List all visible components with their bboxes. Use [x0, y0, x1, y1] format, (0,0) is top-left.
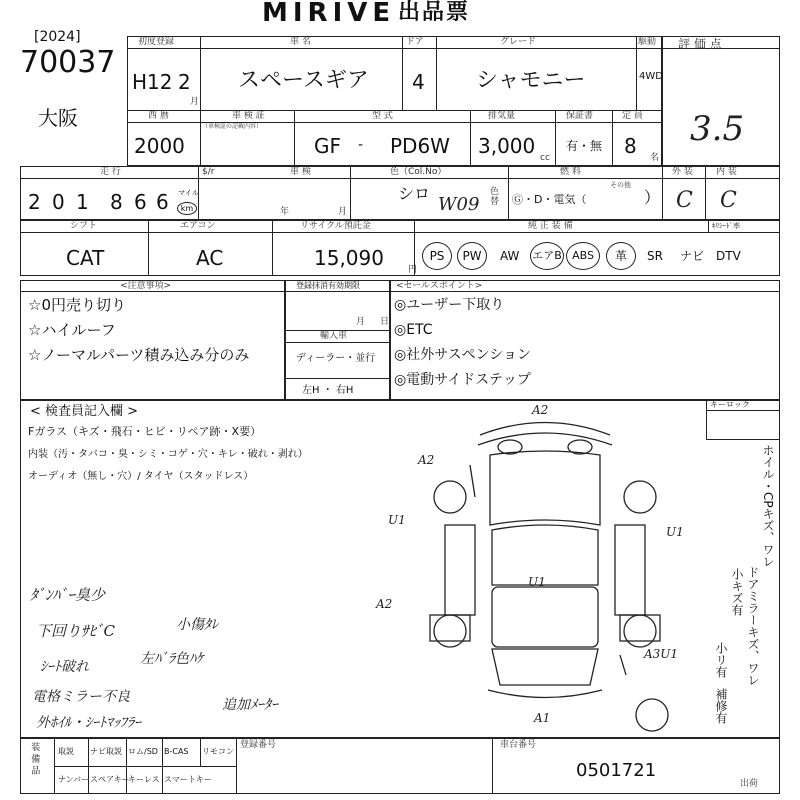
mark-6: A2 — [376, 597, 393, 611]
warranty-label: 保証書 — [566, 111, 594, 121]
color-name: シロ — [398, 184, 431, 203]
serial-number: 0501721 — [576, 760, 657, 781]
mark-3: U1 — [388, 513, 406, 527]
acc-spare-key: スペアキー — [90, 775, 130, 784]
mark-7: A3U1 — [644, 647, 679, 661]
acc-number: ナンバー — [58, 775, 90, 784]
mileage-d4: 8 — [110, 190, 123, 214]
reg-day: 日 — [380, 317, 390, 327]
note-2: ☆ハイルーフ — [28, 321, 116, 339]
year-tag: [2024] — [34, 29, 81, 45]
sales-label: <セールスポイント> — [396, 281, 483, 291]
hw-note-5: 左ﾊﾞﾗ色ﾊｹ — [140, 651, 203, 667]
shaken-label: 車 検 — [290, 167, 311, 177]
door-left-rear — [430, 615, 470, 641]
equip-sr: SR — [647, 249, 663, 263]
inspection-label: 車 検 証 — [232, 111, 265, 121]
rear-bumper — [488, 690, 602, 698]
tire-rear-left — [434, 615, 466, 647]
recycle-fee: 15,090 — [314, 246, 384, 270]
acc-rom-sd: ロム/SD — [128, 747, 158, 756]
inspection-note: （車検証の記載内容） — [202, 123, 263, 130]
import-label: 輸入車 — [320, 331, 348, 341]
mark-4: U1 — [666, 525, 684, 539]
equip-airbag: エアB — [530, 242, 564, 270]
mark-line-2 — [620, 655, 626, 675]
exterior-grade: C — [676, 188, 693, 213]
side-note-4: 小リ有 — [714, 642, 728, 678]
color-label: 色（Col.No） — [390, 167, 447, 177]
cc-label: cc — [540, 153, 550, 163]
roof — [492, 587, 598, 647]
reg-deadline-label: 登録抹消有効期限 — [296, 281, 360, 290]
side-note-1: ホイル・CPキズ、ワレ — [761, 444, 775, 568]
mileage-d6: 6 — [156, 190, 169, 214]
grade-value: シャモニー — [476, 68, 586, 93]
car-name: スペースギア — [238, 68, 369, 93]
shipment-mark: 出荷 — [740, 779, 759, 789]
km-unit: km — [177, 202, 197, 215]
mile-unit: マイル — [178, 189, 199, 197]
sales-point-4: ◎電動サイドステップ — [394, 372, 531, 388]
equip-ps: PS — [422, 242, 452, 270]
acc-navi-manual: ナビ取説 — [90, 747, 122, 756]
car-damage-diagram — [420, 405, 680, 735]
location: 大阪 — [38, 106, 78, 130]
first-reg-era: H12 — [132, 70, 173, 94]
equip-aw: AW — [500, 249, 520, 263]
reg-month: 月 — [356, 317, 366, 327]
tire-rear-right — [624, 615, 656, 647]
form-title: 出品票 — [398, 0, 471, 25]
meter-replaced: $/r — [202, 167, 215, 177]
note-3: ☆ノーマルパーツ積み込み分のみ — [28, 346, 250, 364]
model-prefix: GF — [314, 134, 342, 158]
glass-line: Fガラス（キズ・飛石・ヒビ・リペア跡・X要） — [28, 425, 262, 438]
shaken-year: 年 — [280, 207, 290, 217]
mileage-d2: 0 — [52, 190, 65, 214]
inspector-label: < 検査員記入欄 > — [30, 404, 139, 419]
mark-line-1 — [470, 465, 475, 497]
drive-value: 4WD — [639, 71, 663, 82]
hw-note-1: ﾀﾞﾝﾊﾞｰ臭少 — [30, 586, 106, 604]
acc-remote: リモコン — [202, 747, 234, 756]
acc-smart-key: スマートキー — [164, 775, 212, 784]
drive-label: 駆動 — [638, 37, 657, 47]
interior-line: 内装（汚・タバコ・臭・シミ・コゲ・穴・キレ・破れ・剥れ） — [28, 449, 308, 460]
key-grade-label: ｷﾘｼｰﾄﾞ率 — [712, 222, 740, 230]
first-reg-month: 2 — [178, 70, 191, 94]
doors-value: 4 — [412, 70, 425, 94]
acc-manual: 取説 — [58, 747, 74, 756]
brand-logo: MIRIVE — [262, 0, 396, 28]
note-1: ☆0円売り切り — [28, 296, 126, 314]
equip-dtv: DTV — [716, 249, 741, 263]
fuel-label: 燃 料 — [560, 167, 581, 177]
rear-window — [492, 649, 598, 685]
mark-8: A1 — [534, 711, 551, 725]
model-year: 2000 — [134, 134, 185, 158]
first-reg-label: 初度登録 — [138, 37, 175, 47]
key-lock-label: キーロック — [710, 400, 750, 409]
handle-option: 左H ・ 右H — [302, 385, 354, 396]
door-right-front — [615, 525, 645, 615]
acc-bcas: B-CAS — [164, 747, 189, 756]
audio-line: オーディオ（無し・穴）/ タイヤ（スタッドレス） — [28, 471, 254, 482]
eval-label: 評 価 点 — [678, 37, 722, 51]
side-note-3: 小キズ有 — [730, 568, 744, 616]
equip-leather: 革 — [606, 242, 636, 270]
eval-score: 3.5 — [690, 109, 745, 149]
hw-note-3: 小傷ﾀﾚ — [176, 617, 218, 633]
fuel-other: その他 — [610, 181, 631, 189]
tire-front-left — [434, 481, 466, 513]
aircon-label: エアコン — [180, 221, 216, 231]
door-left-front — [445, 525, 475, 615]
aircon-value: AC — [196, 246, 224, 270]
serial-label: 車台番号 — [500, 740, 537, 750]
hw-note-8: 外ﾎｲﾙ・ｼｰﾄﾏｯﾌﾗｰ — [36, 715, 141, 731]
equipment-label: 純 正 装 備 — [528, 221, 573, 231]
model-code: PD6W — [390, 134, 450, 158]
recycle-label: リサイクル預託金 — [300, 221, 371, 231]
acc-keyless: キーレス — [128, 775, 160, 784]
spare-tire — [636, 699, 668, 731]
mileage-label: 走 行 — [100, 167, 121, 177]
exterior-label: 外 装 — [672, 167, 693, 177]
equipment-row — [20, 220, 780, 276]
mark-1: A2 — [532, 403, 549, 417]
sales-point-2: ◎ETC — [394, 322, 433, 338]
tire-front-right — [624, 481, 656, 513]
front-bumper-inner — [478, 433, 612, 445]
mileage-d1: 2 — [28, 190, 41, 214]
model-label: 型 式 — [372, 111, 393, 121]
interior-label: 内 装 — [716, 167, 737, 177]
warranty-value: 有・無 — [566, 139, 603, 153]
hw-note-6: 電格ミラー不良 — [32, 689, 130, 705]
car-name-label: 車 名 — [290, 37, 311, 47]
equip-abs: ABS — [566, 242, 600, 270]
register-label: 登録番号 — [240, 740, 277, 750]
doors-label: ドア — [406, 37, 424, 47]
shaken-month: 月 — [338, 207, 348, 217]
color-code: W09 — [438, 194, 480, 215]
shift-label: シフト — [70, 221, 98, 231]
dealer-option: ディーラー・並行 — [296, 353, 376, 364]
sales-point-3: ◎社外サスペンション — [394, 347, 532, 363]
equip-pw: PW — [457, 242, 487, 270]
hw-note-7: 追加ﾒｰﾀｰ — [222, 697, 278, 713]
hw-note-2: 下回りｻﾋﾞC — [36, 622, 115, 640]
fuel-options: Ⓖ・D・電気（ — [512, 193, 587, 206]
mileage-d3: 1 — [76, 190, 89, 214]
door-right-rear — [620, 615, 660, 641]
shift-value: CAT — [66, 246, 105, 270]
mark-2: A2 — [418, 453, 435, 467]
side-note-2: ドアミラーキズ、ワレ — [746, 566, 760, 686]
side-note-5: 補修有 — [714, 688, 728, 724]
hw-note-4: ｼｰﾄ破れ — [40, 659, 89, 675]
hood — [490, 451, 600, 525]
displacement-label: 排気量 — [488, 111, 516, 121]
lot-number: 70037 — [20, 45, 116, 80]
yen-label: 円 — [408, 265, 418, 275]
capacity-unit: 名 — [650, 153, 660, 163]
color-change: 色替 — [490, 187, 500, 207]
capacity-value: 8 — [624, 134, 637, 158]
interior-grade: C — [720, 188, 737, 213]
grade-label: グレード — [500, 37, 537, 47]
model-sep: - — [358, 137, 364, 153]
mileage-d5: 6 — [134, 190, 147, 214]
equip-navi: ナビ — [680, 249, 705, 263]
sales-point-1: ◎ユーザー下取り — [394, 297, 505, 313]
notes-label: <注意事項> — [120, 281, 172, 291]
displacement-value: 3,000 — [478, 134, 536, 158]
era-label: 西 暦 — [148, 111, 169, 121]
fuel-close: ） — [644, 188, 661, 207]
mark-5: U1 — [528, 575, 546, 589]
accessories-label: 装 備 品 — [29, 742, 40, 775]
capacity-label: 定 員 — [622, 111, 643, 121]
first-reg-unit: 月 — [190, 97, 200, 107]
